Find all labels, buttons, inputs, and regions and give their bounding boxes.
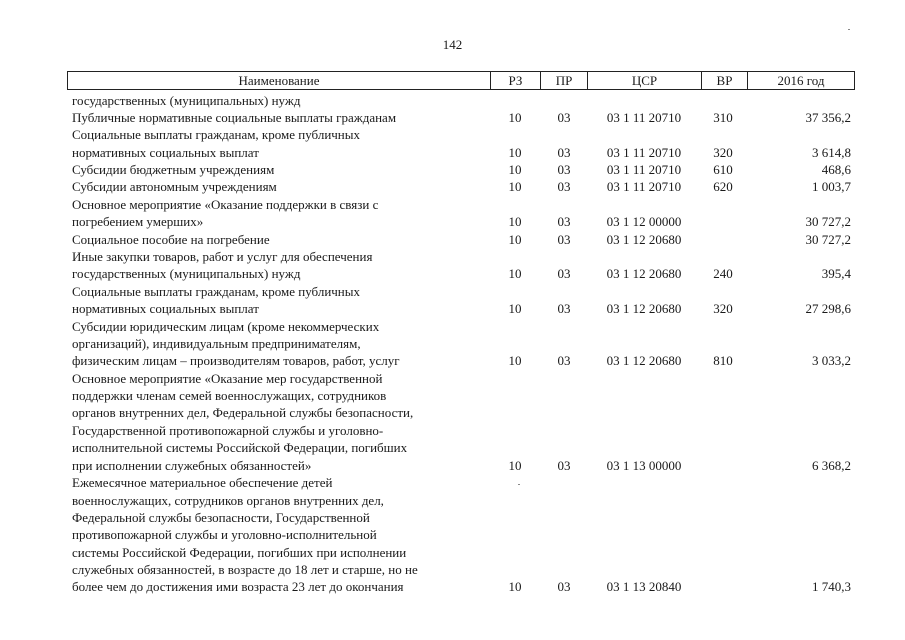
rz-value: 10 — [508, 110, 522, 125]
pr-value: 03 — [557, 179, 571, 194]
table-row — [0, 213, 905, 230]
rz-value: 10 — [508, 579, 522, 594]
item-name: Публичные нормативные социальные выплаты гражданам — [72, 110, 397, 125]
header-name: Наименование — [238, 73, 320, 88]
item-name: погребением умерших» — [72, 214, 204, 229]
item-name: противопожарной службы и уголовно-исполнительной — [72, 527, 377, 542]
header-pr: ПР — [555, 73, 573, 88]
table-row — [0, 578, 905, 595]
item-name: Иные закупки товаров, работ и услуг для обеспечения — [72, 249, 373, 264]
pr-value: 03 — [557, 214, 571, 229]
vr-value: 310 — [713, 110, 733, 125]
rz-value: 10 — [508, 179, 522, 194]
amount-value: 395,4 — [821, 266, 851, 281]
item-name: поддержки членам семей военнослужащих, сотрудников — [72, 388, 387, 403]
amount-value: 1 740,3 — [812, 579, 851, 594]
header-rz: РЗ — [508, 73, 523, 88]
item-name: Федеральной службы безопасности, Государственной — [72, 510, 370, 525]
pr-value: 03 — [557, 353, 571, 368]
table-row — [0, 161, 905, 178]
csr-value: 03 1 12 00000 — [606, 214, 682, 229]
item-name: Субсидии автономным учреждениям — [72, 179, 277, 194]
table-header — [67, 71, 855, 90]
table-row — [0, 335, 905, 352]
table-row — [0, 196, 905, 213]
pr-value: 03 — [557, 110, 571, 125]
item-name: Социальные выплаты гражданам, кроме публичных — [72, 127, 360, 142]
item-name: военнослужащих, сотрудников органов внутренних дел, — [72, 493, 384, 508]
rz-value: 10 — [508, 162, 522, 177]
table-row — [0, 509, 905, 526]
pr-value: 03 — [557, 232, 571, 247]
pr-value: 03 — [557, 266, 571, 281]
vr-value: 240 — [713, 266, 733, 281]
csr-value: 03 1 11 20710 — [606, 110, 682, 125]
table-row — [0, 544, 905, 561]
item-name: нормативных социальных выплат — [72, 301, 259, 316]
table-row — [0, 126, 905, 143]
item-name: Субсидии юридическим лицам (кроме некоммерческих — [72, 319, 380, 334]
item-name: Основное мероприятие «Оказание поддержки в связи с — [72, 197, 379, 212]
header-vr: ВР — [716, 73, 733, 88]
csr-value: 03 1 12 20680 — [606, 266, 682, 281]
item-name: государственных (муниципальных) нужд — [72, 266, 301, 281]
item-name: Государственной противопожарной службы и уголовно- — [72, 423, 384, 438]
rz-value: 10 — [508, 458, 522, 473]
table-row — [0, 439, 905, 456]
header-year: 2016 год — [777, 73, 825, 88]
item-name: органов внутренних дел, Федеральной службы безопасности, — [72, 405, 414, 420]
csr-value: 03 1 12 20680 — [606, 301, 682, 316]
amount-value: 3 033,2 — [812, 353, 851, 368]
amount-value: 1 003,7 — [812, 179, 851, 194]
csr-value: 03 1 13 00000 — [606, 458, 682, 473]
item-name: физическим лицам – производителям товаров, работ, услуг — [72, 353, 400, 368]
csr-value: 03 1 11 20710 — [606, 145, 682, 160]
item-name: системы Российской Федерации, погибших при исполнении — [72, 545, 407, 560]
vr-value: 620 — [713, 179, 733, 194]
pr-value: 03 — [557, 145, 571, 160]
amount-value: 27 298,6 — [805, 301, 851, 316]
vr-value: 320 — [713, 301, 733, 316]
table-row — [0, 92, 905, 109]
table-row — [0, 352, 905, 369]
vr-value: 320 — [713, 145, 733, 160]
table-row — [0, 265, 905, 282]
amount-value: 30 727,2 — [805, 232, 851, 247]
item-name: Социальное пособие на погребение — [72, 232, 270, 247]
csr-value: 03 1 11 20710 — [606, 179, 682, 194]
amount-value: 37 356,2 — [805, 110, 851, 125]
amount-value: 468,6 — [821, 162, 851, 177]
item-name: служебных обязанностей, в возрасте до 18 лет и старше, но не — [72, 562, 418, 577]
scan-speck — [518, 484, 520, 485]
rz-value: 10 — [508, 232, 522, 247]
table-row — [0, 109, 905, 126]
table-row — [0, 178, 905, 195]
csr-value: 03 1 11 20710 — [606, 162, 682, 177]
item-name: Субсидии бюджетным учреждениям — [72, 162, 275, 177]
amount-value: 3 614,8 — [812, 145, 851, 160]
pr-value: 03 — [557, 458, 571, 473]
table-row — [0, 144, 905, 161]
vr-value: 810 — [713, 353, 733, 368]
amount-value: 6 368,2 — [812, 458, 851, 473]
item-name: Социальные выплаты гражданам, кроме публичных — [72, 284, 360, 299]
scan-speck — [848, 29, 850, 30]
header-csr: ЦСР — [631, 73, 658, 88]
pr-value: 03 — [557, 162, 571, 177]
table-row — [0, 370, 905, 387]
rz-value: 10 — [508, 266, 522, 281]
rz-value: 10 — [508, 214, 522, 229]
pr-value: 03 — [557, 301, 571, 316]
item-name: государственных (муниципальных) нужд — [72, 93, 301, 108]
pr-value: 03 — [557, 579, 571, 594]
table-row — [0, 422, 905, 439]
table-row — [0, 318, 905, 335]
item-name: организаций), индивидуальным предпринимателям, — [72, 336, 361, 351]
csr-value: 03 1 12 20680 — [606, 353, 682, 368]
table-row — [0, 387, 905, 404]
csr-value: 03 1 12 20680 — [606, 232, 682, 247]
rz-value: 10 — [508, 353, 522, 368]
item-name: исполнительной системы Российской Федерации, погибших — [72, 440, 408, 455]
item-name: более чем до достижения ими возраста 23 лет до окончания — [72, 579, 404, 594]
csr-value: 03 1 13 20840 — [606, 579, 682, 594]
table-row — [0, 457, 905, 474]
page-number: 142 — [442, 37, 463, 52]
table-row — [0, 526, 905, 543]
table-row — [0, 231, 905, 248]
item-name: при исполнении служебных обязанностей» — [72, 458, 312, 473]
table-row — [0, 492, 905, 509]
table-row — [0, 561, 905, 578]
table-row — [0, 248, 905, 265]
rz-value: 10 — [508, 301, 522, 316]
rz-value: 10 — [508, 145, 522, 160]
table-row — [0, 283, 905, 300]
item-name: Основное мероприятие «Оказание мер государственной — [72, 371, 383, 386]
vr-value: 610 — [713, 162, 733, 177]
amount-value: 30 727,2 — [805, 214, 851, 229]
item-name: Ежемесячное материальное обеспечение детей — [72, 475, 333, 490]
table-row — [0, 300, 905, 317]
table-row — [0, 404, 905, 421]
table-row — [0, 474, 905, 491]
item-name: нормативных социальных выплат — [72, 145, 259, 160]
